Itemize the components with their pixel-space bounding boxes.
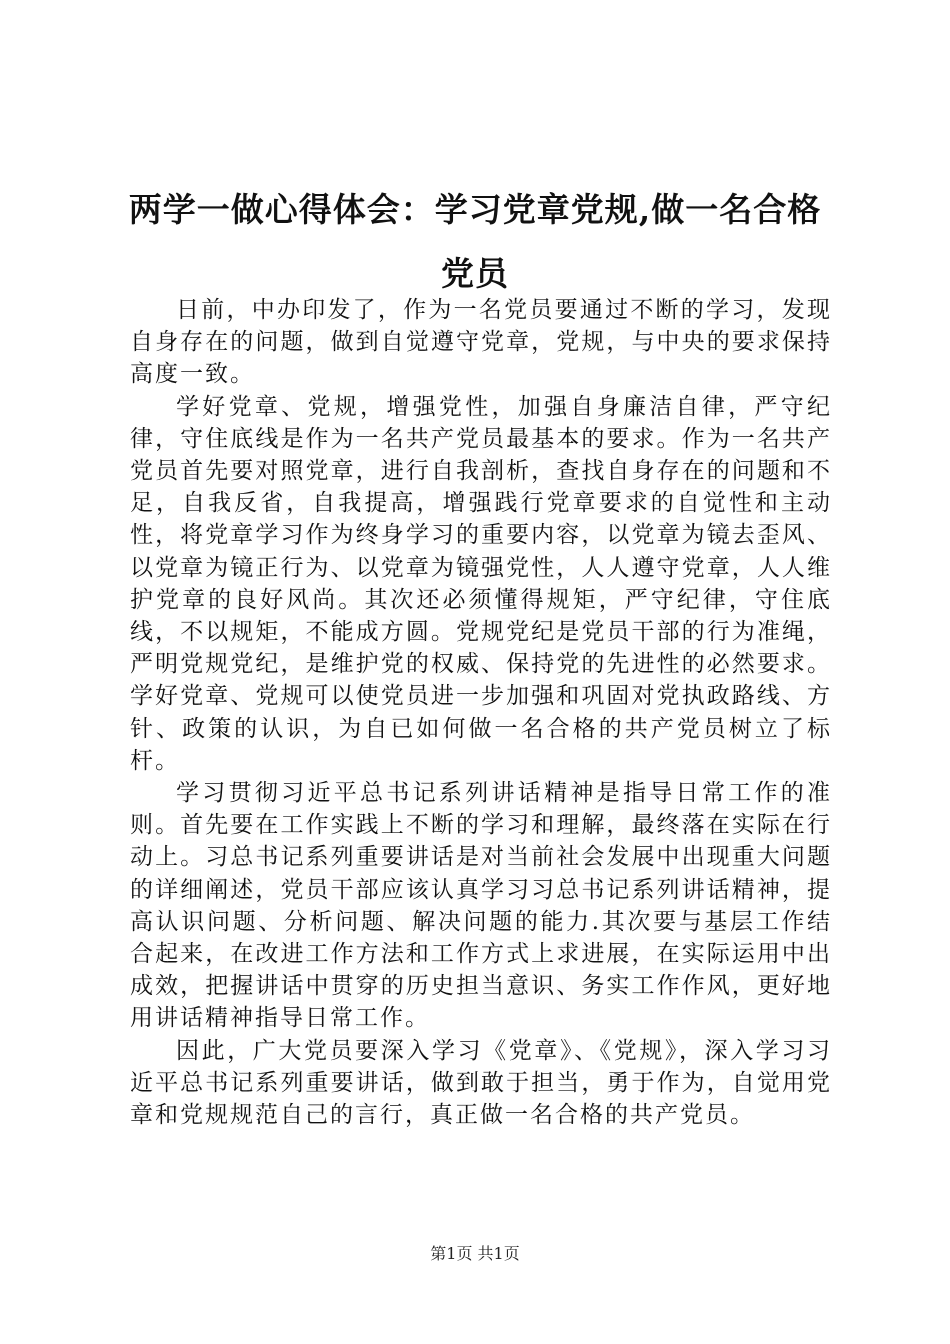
document-title: 两学一做心得体会：学习党章党规,做一名合格党员 — [128, 190, 822, 293]
paragraph-4: 因此，广大党员要深入学习《党章》、《党规》，深入学习习近平总书记系列重要讲话，做到敢于担当，勇于作为，自觉用党章和党规规范自己的言行，真正做一名合格的共产党员。 — [130, 1037, 832, 1129]
paragraph-3: 学习贯彻习近平总书记系列讲话精神是指导日常工作的准则。首先要在工作实践上不断的学习和理解，最终落在实际在行动上。习总书记系列重要讲话是对当前社会发展中出现重大问题的详细阐述，党员干部应该认真学习习总书记系列讲话精神，提高认识问题、分析问题、解决问题的能力.其次要与基层工作结合起来，在改进工作方法和工作方式上求进展，在实际运用中出成效，把握讲话中贯穿的历史担当意识、务实工作作风，更好地用讲话精神指导日常工作。 — [130, 780, 832, 1032]
page-number-footer: 第1页 共1页 — [430, 1244, 520, 1263]
document-body — [130, 294, 832, 1131]
paragraph-2: 学好党章、党规，增强党性，加强自身廉洁自律，严守纪律，守住底线是作为一名共产党员最基本的要求。作为一名共产党员首先要对照党章，进行自我剖析，查找自身存在的问题和不足，自我反省，自我提高，增强践行党章要求的自觉性和主动性，将党章学习作为终身学习的重要内容，以党章为镜去歪风、以党章为镜正行为、以党章为镜强党性，人人遵守党章，人人维护党章的良好风尚。其次还必须懂得规矩，严守纪律，守住底线，不以规矩，不能成方圆。党规党纪是党员干部的行为准绳，严明党规党纪，是维护党的权威、保持党的先进性的必然要求。学好党章、党规可以使党员进一步加强和巩固对党执政路线、方针、政策的认识，为自已如何做一名合格的共产党员树立了标杆。 — [130, 393, 832, 774]
paragraph-1: 日前，中办印发了，作为一名党员要通过不断的学习，发现自身存在的问题，做到自觉遵守党章，党规，与中央的要求保持高度一致。 — [130, 297, 832, 388]
